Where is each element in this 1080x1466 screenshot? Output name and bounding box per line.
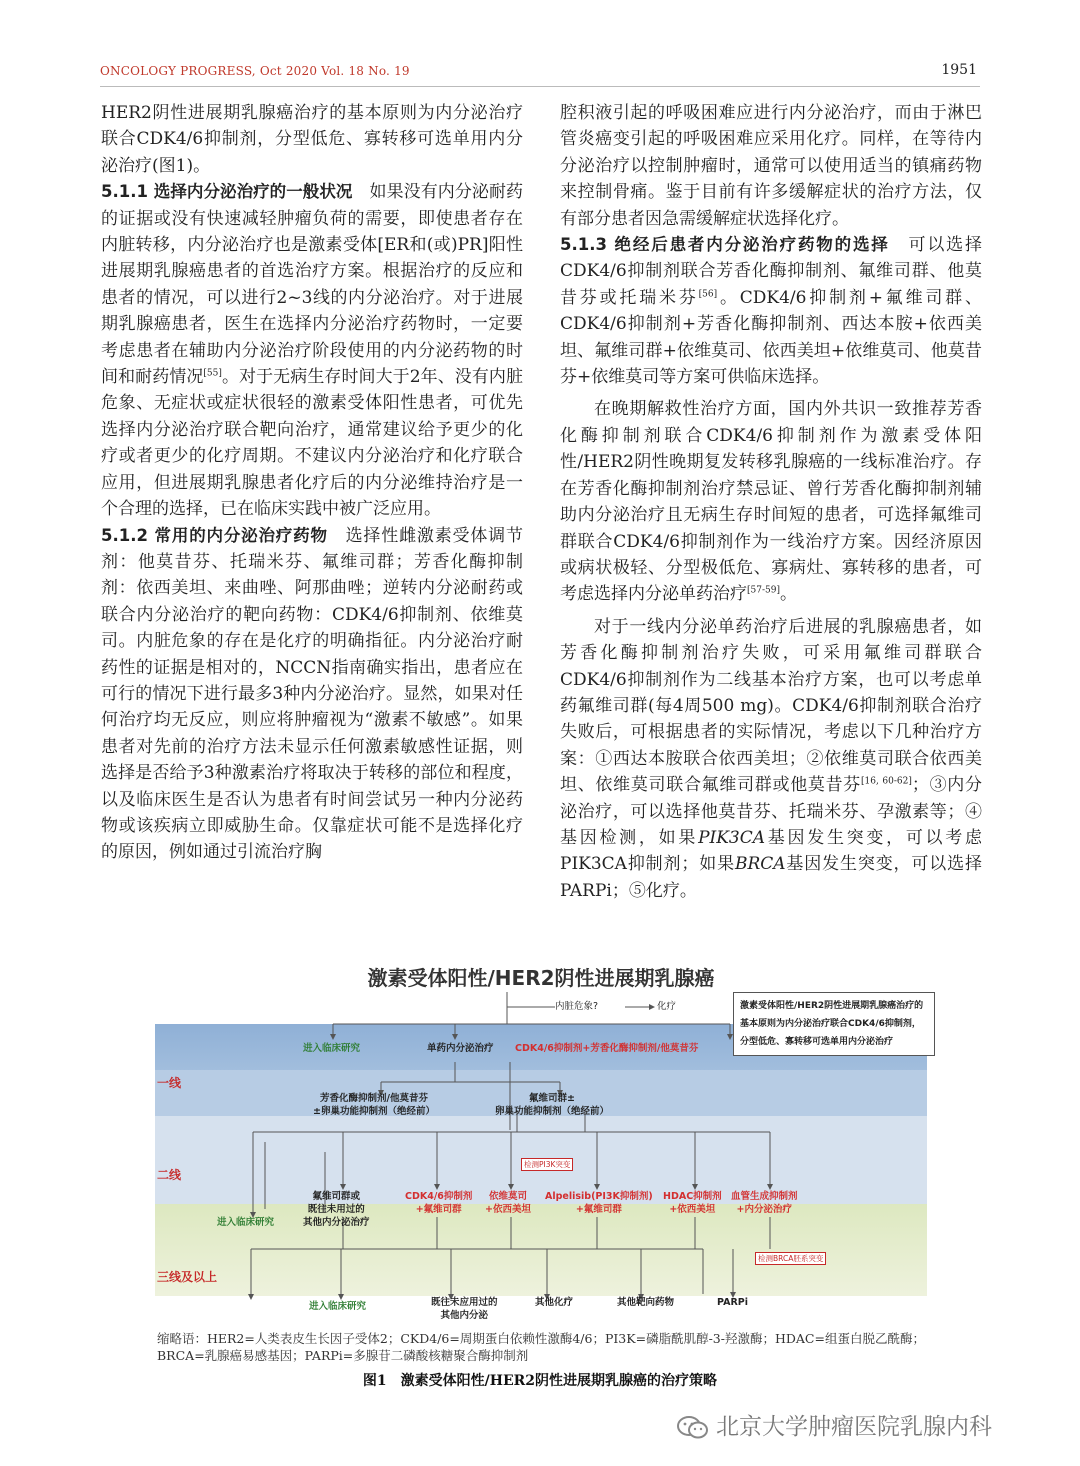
section-5-1-3: 5.1.3 绝经后患者内分泌治疗药物的选择 可以选择CDK4/6抑制剂联合芳香化酶抑制剂、氟维司群、他莫昔芬或托瑞米芬[56]。CDK4/6抑制剂+氟维司群、CDK4/6抑制剂+芳香化酶抑制剂、西达本胺+依西美坦、氟维司群+依维莫司、依西美坦+依维莫司、他莫昔芬+依维莫司等方案可供临床选择。 [560,235,982,388]
treatment-flowchart [155,962,927,1327]
section-heading: 5.1.1 选择内分泌治疗的一般状况 [101,182,353,202]
watermark [676,1408,992,1441]
paragraph-rescue-therapy: 在晚期解救性治疗方面，国内外共识一致推荐芳香化酶抑制剂联合CDK4/6抑制剂作为激素受体阳性/HER2阴性晚期复发转移乳腺癌的一线标准治疗。存在芳香化酶抑制剂治疗禁忌证、曾行芳香化酶抑制剂辅助内分泌治疗且无病生存时间短的患者，可选择氟维司群联合CDK4/6抑制剂作为一线治疗方案。因经济原因或病状极轻、分型极低危、寡病灶、寡转移的患者，可考虑选择内分泌单药治疗[57-59]。 [560,399,982,605]
section-5-1-1: 5.1.1 选择内分泌治疗的一般状况 如果没有内分泌耐药的证据或没有快速减轻肿瘤负荷的需要，即使患者存在内脏转移，内分泌治疗也是激素受体[ER和(或)PR]阳性进展期乳腺癌患者的首选治疗方案。根据治疗的反应和患者的情况，可以进行2~3线的内分泌治疗。对于进展期乳腺癌患者，医生在选择内分泌治疗药物时，一定要考虑患者在辅助内分泌治疗阶段使用的内分泌药物的时间和耐药情况[55]。对于无病生存时间大于2年、没有内脏危象、无症状或症状很轻的激素受体阳性患者，可优先选择内分泌治疗联合靶向治疗，通常建议给予更少的化疗或者更少的化疗周期。不建议内分泌治疗和化疗联合应用，但进展期乳腺患者化疗后的内分泌维持治疗是一个合理的选择，已在临床实践中被广泛应用。 [101,182,524,520]
l3-targeted: 其他靶向药物 [617,1297,675,1308]
journal-header: ONCOLOGY PROGRESS, Oct 2020 Vol. 18 No. 19 [100,64,410,78]
l1-trial: 进入临床研究 [303,1043,361,1054]
principle-note-box: 激素受体阳性/HER2阴性进展期乳腺癌治疗的基本原则为内分泌治疗联合CDK4/6抑制剂，分型低危、寡转移可选单用内分泌治疗 [733,992,935,1056]
header-rule [100,86,980,87]
l2-cdk-option: CDK4/6抑制剂 +氟维司群 [405,1191,473,1215]
abbreviations-note: 缩略语：HER2=人类表皮生长因子受体2；CKD4/6=周期蛋白依赖性激酶4/6；PI3K=磷脂酰肌醇-3-羟激酶；HDAC=组蛋白脱乙酰酶；BRCA=乳腺癌易感基因；PARPi=多腺苷二磷酸核糖聚合酶抑制剂 [157,1331,925,1363]
l2-trial: 进入临床研究 [217,1217,275,1228]
l2-hdac-option: HDAC抑制剂 +依西美坦 [663,1191,722,1215]
section-5-1-2: 5.1.2 常用的内分泌治疗药物 选择性雌激素受体调节剂：他莫昔芬、托瑞米芬、氟维司群；芳香化酶抑制剂：依西美坦、来曲唑、阿那曲唑；逆转内分泌耐药或联合内分泌治疗的靶向药物：CDK4/6抑制剂、依维莫司。内脏危象的存在是化疗的明确指征。内分泌治疗耐药性的证据是相对的，NCCN指南确实指出，患者应在可行的情况下进行最多3种内分泌治疗。显然，如果对任何治疗均无反应，则应将肿瘤视为“激素不敏感”。如果患者对先前的治疗方法未显示任何激素敏感性证据，则选择是否给予3种激素治疗将取决于转移的部位和程度，以及临床医生是否认为患者有时间尝试另一种内分泌药物或该疾病立即威胁生命。仅靠症状可能不是选择化疗的原因，例如通过引流治疗胸 [101,525,524,863]
paragraph-second-line: 对于一线内分泌单药治疗后进展的乳腺癌患者，如芳香化酶抑制剂治疗失败，可采用氟维司群联合CDK4/6抑制剂作为二线基本治疗方案，也可以考虑单药氟维司群(每4周500 mg)。CDK4/6抑制剂联合治疗失败后，可根据患者的实际情况，考虑以下几种治疗方案：①西达本胺联合依西美坦；②依维莫司联合依西美坦、依维莫司联合氟维司群或他莫昔芬[16, 60-62]；③内分泌治疗，可以选择他莫昔芬、托瑞米芬、孕激素等；④基因检测，如果PIK3CA基因发生突变，可以考虑PIK3CA抑制剂；如果BRCA基因发生突变，可以选择PARPi；⑤化疗。 [560,616,983,901]
chemo-top-label: 化疗 [657,1001,677,1012]
citation: [56] [698,289,718,300]
l1-cdk-combo: CDK4/6抑制剂+芳香化酶抑制剂/他莫昔芬 [515,1043,699,1054]
l3-trial: 进入临床研究 [309,1301,367,1312]
citation: [55] [203,368,222,379]
l1-ai-option: 芳香化酶抑制剂/他莫昔芬 ±卵巢功能抑制剂（绝经前） [313,1093,435,1117]
l2-fulvestrant-option: 氟维司群或 既往未用过的 其他内分泌治疗 [303,1191,370,1228]
l2-everolimus-option: 依维莫司 +依西美坦 [485,1191,531,1215]
l1-monotherapy: 单药内分泌治疗 [427,1043,494,1054]
figure-title: 激素受体阳性/HER2阴性进展期乳腺癌 [367,966,715,990]
l3-chemo: 其他化疗 [535,1297,574,1308]
right-column [560,100,982,904]
pi3k-test-flag: 检测PI3K突变 [521,1158,573,1171]
section-heading: 5.1.3 绝经后患者内分泌治疗药物的选择 [560,235,890,255]
l2-alpelisib-option: Alpelisib(PI3K抑制剂) +氟维司群 [545,1191,653,1215]
continued-paragraph: 腔积液引起的呼吸困难应进行内分泌治疗，而由于淋巴管炎癌变引起的呼吸困难应采用化疗。同样，在等待内分泌治疗以控制肿瘤时，通常可以使用适当的镇痛药物来控制骨痛。鉴于目前有许多缓解症状的治疗方法，仅有部分患者因急需缓解症状选择化疗。 [560,103,982,229]
page-number: 1951 [941,62,977,78]
intro-paragraph: HER2阴性进展期乳腺癌治疗的基本原则为内分泌治疗联合CDK4/6抑制剂，分型低危、寡转移可选单用内分泌治疗(图1)。 [101,103,523,176]
l2-angiogenesis-option: 血管生成抑制剂 +内分泌治疗 [731,1191,798,1215]
citation: [16, 60-62] [861,776,912,787]
l1-fulvestrant-option: 氟维司群± 卵巢功能抑制剂（绝经前） [495,1093,610,1117]
left-column [101,100,523,866]
l3-endocrine: 既往未应用过的 其他内分泌 [431,1297,498,1321]
third-line-label: 三线及以上 [157,1270,218,1284]
visceral-crisis-label: 内脏危象? [555,1001,599,1012]
wechat-icon [676,1415,710,1441]
watermark-text: 北京大学肿瘤医院乳腺内科 [716,1414,992,1440]
brca-test-flag: 检测BRCA胚系突变 [755,1252,826,1265]
figure-caption: 图1 激素受体阳性/HER2阴性进展期乳腺癌的治疗策略 [362,1373,718,1389]
first-line-label: 一线 [157,1076,182,1090]
l3-parpi: PARPi [717,1297,748,1308]
second-line-label: 二线 [157,1168,182,1182]
citation: [57-59] [747,585,780,596]
section-heading: 5.1.2 常用的内分泌治疗药物 [101,525,328,545]
